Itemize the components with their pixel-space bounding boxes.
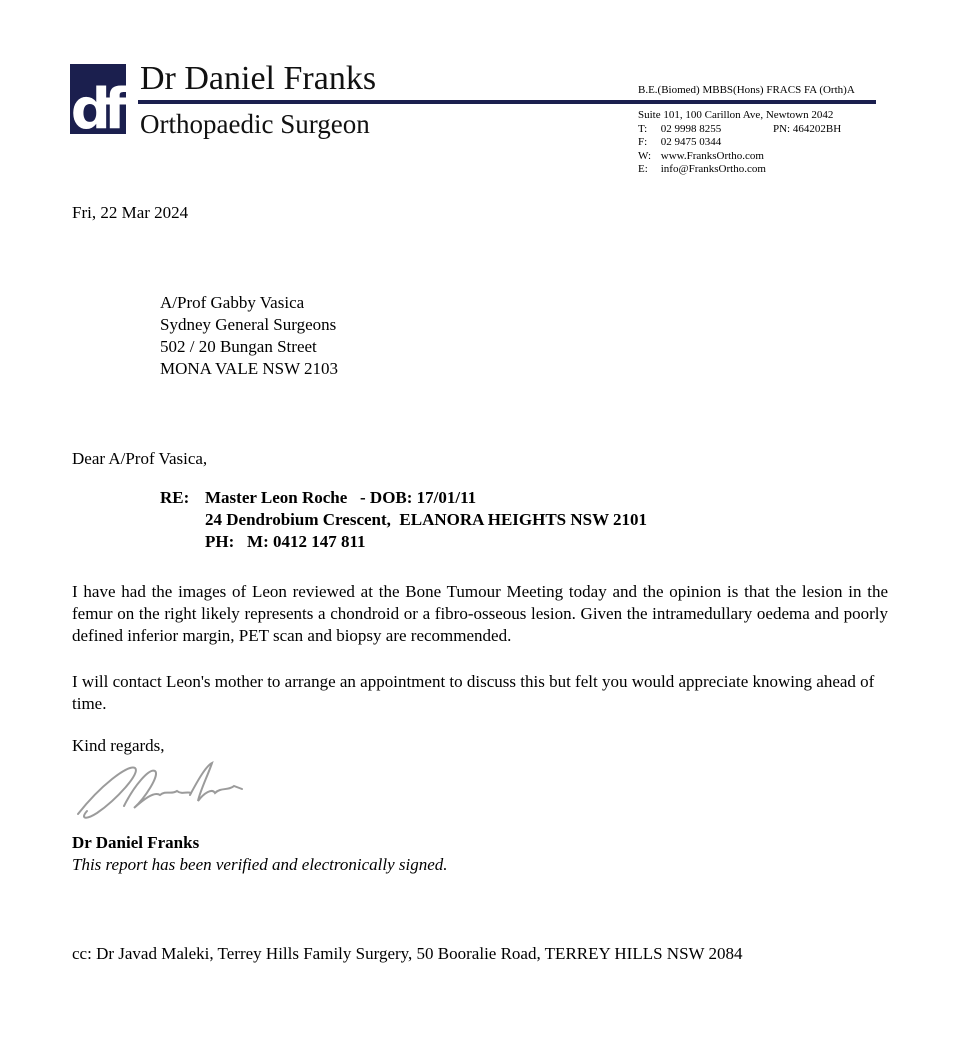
signature-image <box>72 758 267 822</box>
cc-line: cc: Dr Javad Maleki, Terrey Hills Family Surgery, 50 Booralie Road, TERREY HILLS NSW 2084 <box>72 944 743 963</box>
credentials-line: B.E.(Biomed) MBBS(Hons) FRACS FA (Orth)A <box>638 84 855 96</box>
contact-phone-row <box>638 123 878 137</box>
logo-monogram-df: df <box>70 76 122 134</box>
re-details <box>205 487 647 553</box>
contact-details-block <box>638 109 878 177</box>
web-value: www.FranksOrtho.com <box>660 149 764 162</box>
salutation: Dear A/Prof Vasica, <box>72 449 208 468</box>
body-paragraph-2: I will contact Leon's mother to arrange an appointment to discuss this but felt you would appreciate knowing ahead of time. <box>72 672 875 713</box>
re-patient-dob: Master Leon Roche - DOB: 17/01/11 <box>205 488 477 507</box>
contact-fax-row <box>638 136 878 150</box>
specialty-subheading: Orthopaedic Surgeon <box>140 109 370 139</box>
recipient-suburb: MONA VALE NSW 2103 <box>160 359 339 378</box>
email-label: E: <box>638 163 648 175</box>
re-subject-block <box>160 487 647 553</box>
body-paragraph-1: I have had the images of Leon reviewed at the Bone Tumour Meeting today and the opinion is that the lesion in the femur on the right likely represents a chondroid or a fibro-osseous lesion. Given the intramedullary oedema and poorly defined inferior margin, PET scan and biopsy are recommended. <box>72 582 888 645</box>
recipient-street: 502 / 20 Bungan Street <box>160 337 317 356</box>
phone-value: 02 9998 8255 <box>660 122 722 135</box>
phone-label: T: <box>638 122 648 135</box>
provider-value: 464202BH <box>792 122 842 135</box>
letter-date: Fri, 22 Mar 2024 <box>72 203 189 222</box>
doctor-name-heading: Dr Daniel Franks <box>140 60 377 97</box>
email-value: info@FranksOrtho.com <box>660 163 766 175</box>
contact-address: Suite 101, 100 Carillon Ave, Newtown 2042 <box>638 109 834 121</box>
contact-web-row <box>638 150 878 164</box>
clinic-logo <box>70 64 126 134</box>
verification-note: This report has been verified and electronically signed. <box>72 855 448 874</box>
provider-number <box>773 123 841 137</box>
recipient-practice: Sydney General Surgeons <box>160 315 337 334</box>
re-patient-address: 24 Dendrobium Crescent, ELANORA HEIGHTS NSW 2101 <box>205 510 648 529</box>
signatory-name: Dr Daniel Franks <box>72 833 200 852</box>
provider-label: PN: <box>773 122 791 135</box>
web-label: W: <box>638 149 652 162</box>
fax-value: 02 9475 0344 <box>660 136 722 148</box>
re-patient-phone: PH: M: 0412 147 811 <box>205 532 366 551</box>
recipient-address-block <box>160 292 338 380</box>
re-label: RE: <box>160 488 190 507</box>
recipient-name: A/Prof Gabby Vasica <box>160 293 305 312</box>
fax-label: F: <box>638 136 648 148</box>
closing-line: Kind regards, <box>72 736 165 755</box>
contact-address-row <box>638 109 878 123</box>
header-divider-rule <box>138 100 876 104</box>
contact-email-row <box>638 163 878 177</box>
